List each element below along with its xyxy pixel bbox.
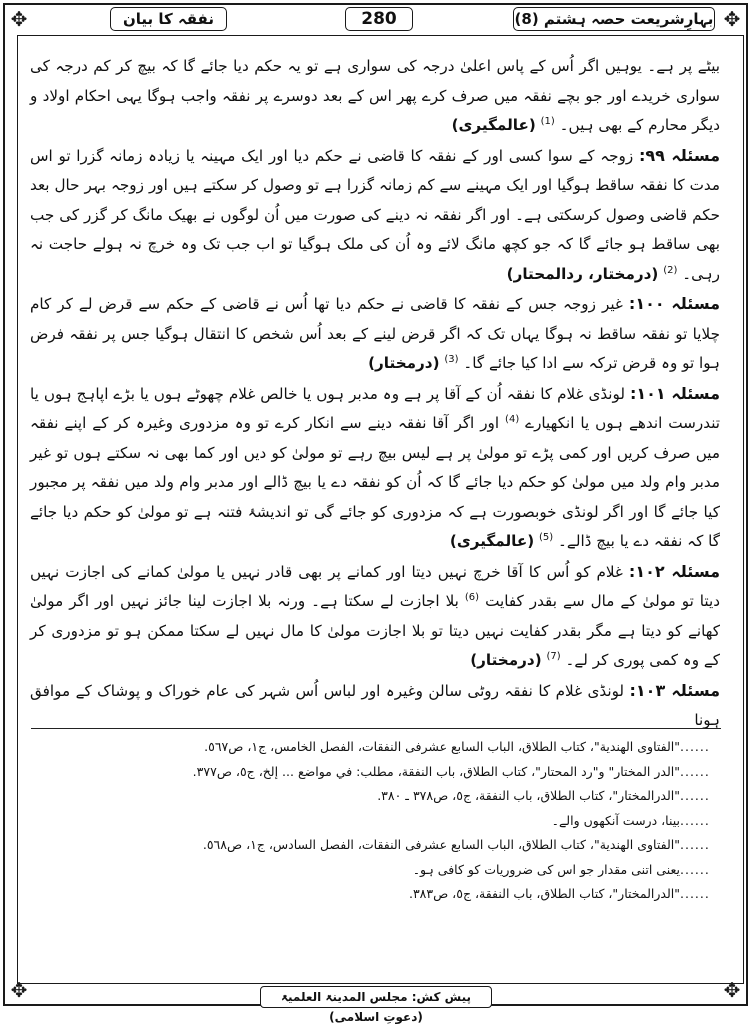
masala-label: مسئلہ ۱۰۳:: [629, 680, 721, 700]
footnote: ......"الفتاوی الهندية"، كتاب الطلاق، الباب السابع عشرفی النفقات، الفصل السادس، ج١، ص٥٦٨.: [30, 833, 720, 858]
publisher-footer: پیش کش: مجلس المدینۃ العلمیۃ (دعوتِ اسلامی): [260, 986, 492, 1008]
ornament-icon: ✥: [723, 7, 741, 31]
ornament-icon: ✥: [10, 978, 28, 1002]
masala-label: مسئلہ ۱۰۱:: [629, 383, 720, 403]
footnote: ......"الفتاوی الهندية"، كتاب الطلاق، الباب السابع عشرفی النفقات، الفصل الخامس، ج١، ص٥٦٧.: [30, 735, 720, 760]
footnote: ......بینا، درست آنکھوں والے۔: [30, 809, 720, 834]
source-citation: (درمختار): [368, 354, 440, 372]
footnote-ref: (5): [539, 531, 554, 543]
source-citation: (درمختار): [470, 651, 542, 669]
footnote-ref: (6): [464, 591, 480, 603]
paragraph-text: غلام کو اُس کا آقا خرچ نہیں دیتا اور کمانے پر بھی قادر نہیں یا مولیٰ کمانے کی اجازت نہیں دیتا تو مولیٰ کے مال سے بقدر کفایت: [30, 562, 721, 610]
paragraph-text: بلا اجازت لے سکتا ہے۔ ورنہ بلا اجازت لینا جائز نہیں اور اگر مولیٰ کھانے کو دیتا ہے مگر بقدر کفایت نہیں دیتا تو بلا اجازت مولیٰ کا مال نہیں لے سکتا ممکن ہو تو مزدوری کر کے وہ کمی پوری کر لے۔: [30, 592, 720, 669]
footnote-marker: ......: [680, 763, 710, 779]
book-title: بہارِشریعت حصہ ہشتم (8): [513, 7, 715, 31]
footnote-marker: ......: [680, 886, 710, 901]
footnote-marker: ......: [680, 837, 710, 852]
footnote-ref: (3): [444, 353, 459, 365]
paragraph-text: زوجہ کے سوا کسی اور کے نفقہ کا قاضی نے حکم دیا اور ایک مہینہ یا زیادہ زمانہ گزرا تو اس مدت کا نفقہ ساقط ہوگیا اور ایک مہینے سے کم زمانہ گزرا ہے تو وصول کر سکتے ہیں اور زوجہ بہر حال بعد حکم قاضی وصول کرسکتی ہے۔ اور اگر نفقہ نہ دینے کی صورت میں اُن لوگوں نے بھیک مانگ کر گزر کی جب بھی ساقط ہو جائے گا کہ جو کچھ مانگ لائے وہ اُن کی ملک ہوگیا تو اب جب تک وہ خرچ نہ ہولے حاجت نہ رہی۔: [30, 146, 720, 283]
footnote-marker: ......: [680, 812, 710, 828]
ornament-icon: ✥: [10, 7, 28, 31]
footnote-divider: [31, 728, 721, 729]
footnote-ref: (2): [663, 264, 678, 276]
footnote: ......"الدرالمختار"، كتاب الطلاق، باب النفقة، ج٥، ص٣٧٨ ـ ٣٨٠.: [30, 784, 720, 809]
paragraph-text: لونڈی غلام کا نفقہ اُن کے آقا پر ہے وہ مدبر ہوں یا خالص غلام چھوٹے ہوں یا بڑے اپاہج ہوں یا تندرست اندھے ہوں یا انکھیارے: [30, 384, 721, 432]
page-header: [20, 5, 733, 33]
footnote-marker: ......: [680, 861, 710, 877]
paragraph-text: غیر زوجہ جس کے نفقہ کا قاضی نے حکم دیا تھا اُس نے قاضی کے حکم سے قرض لے کر کام چلایا تو نفقہ ساقط نہ ہوگا یہاں تک کہ اگر قرض لینے کے بعد اُس شخص کا انتقال ہوگیا جس پر نفقہ فرض ہوا تو وہ قرض ترکہ سے ادا کیا جائے گا۔: [30, 295, 720, 372]
page-number: 280: [345, 7, 413, 31]
footnote-ref: (7): [546, 650, 561, 662]
main-text: [30, 52, 720, 736]
paragraph-text: لونڈی غلام کا نفقہ روٹی سالن وغیرہ اور لباس اُس شہر کی عام خوراک و پوشاک کے موافق ہونا: [30, 681, 720, 729]
masala-paragraph: [30, 289, 720, 379]
footnote-marker: ......: [680, 739, 710, 754]
footnote-marker: ......: [680, 788, 710, 803]
paragraph: [30, 52, 720, 141]
footnote-ref: (4): [505, 413, 520, 425]
masala-paragraph: [30, 141, 720, 290]
source-citation: (درمختار، ردالمحتار): [506, 264, 659, 283]
ornament-icon: ✥: [723, 978, 741, 1002]
chapter-title: نفقہ کا بیان: [110, 7, 227, 31]
source-citation: (عالمگیری): [449, 532, 535, 550]
paragraph-text: اور اگر آقا نفقہ دینے سے انکار کرے تو وہ مزدوری وغیرہ کر کے اپنے نفقہ میں صرف کریں اور کمی پڑے تو مولیٰ پر ہے لیس بیچ رہے تو مولیٰ کو دیں اور کما بھی نہ سکتے ہوں تو غیر مدبر وام ولد میں مولیٰ کو حکم دیا جائے گا کہ اُن کو نفقہ دے یا بیچ ڈالے اور مدبر وام ولد میں نفقہ پر مجبور کیا جائے گا اور اگر لونڈی خوبصورت ہے کہ مزدوری کو جائے گی تو اندیشۂ فتنہ ہے تو مولیٰ کو حکم دیا جائے گا کہ نفقہ دے یا بیچ ڈالے۔: [30, 414, 720, 550]
masala-paragraph: [30, 676, 720, 736]
footnote-ref: (1): [540, 115, 555, 127]
footnote: ......"الدر المختار" و"رد المحتار"، كتاب الطلاق، باب النفقة، مطلب: في مواضع ... إلخ، ج٥، ص٣٧٧.: [30, 760, 720, 785]
paragraph-text: بیٹے پر ہے۔ یوہیں اگر اُس کے پاس اعلیٰ درجہ کی سواری ہے تو یہ حکم دیا جائے گا کہ بیچ کر کم درجہ کی سواری خریدے اور جو بچے نفقہ میں صرف کرے پھر اس کے بعد دوسرے پر نفقہ واجب ہوگا یہی احکام اولاد و دیگر محارم کے بھی ہیں۔: [30, 57, 720, 134]
footnote: ......یعنی اتنی مقدار جو اس کی ضروریات کو کافی ہو۔: [30, 858, 720, 883]
masala-label: مسئلہ ۱۰۲:: [628, 561, 721, 581]
masala-label: مسئلہ ۹۹:: [638, 145, 720, 165]
masala-label: مسئلہ ۱۰۰:: [628, 294, 721, 313]
masala-paragraph: [30, 379, 720, 557]
masala-paragraph: [30, 557, 720, 676]
footnote: ......"الدرالمختار"، كتاب الطلاق، باب النفقة، ج٥، ص٣٨٣.: [30, 882, 720, 907]
footnotes: [30, 735, 720, 907]
source-citation: (عالمگیری): [451, 116, 536, 134]
